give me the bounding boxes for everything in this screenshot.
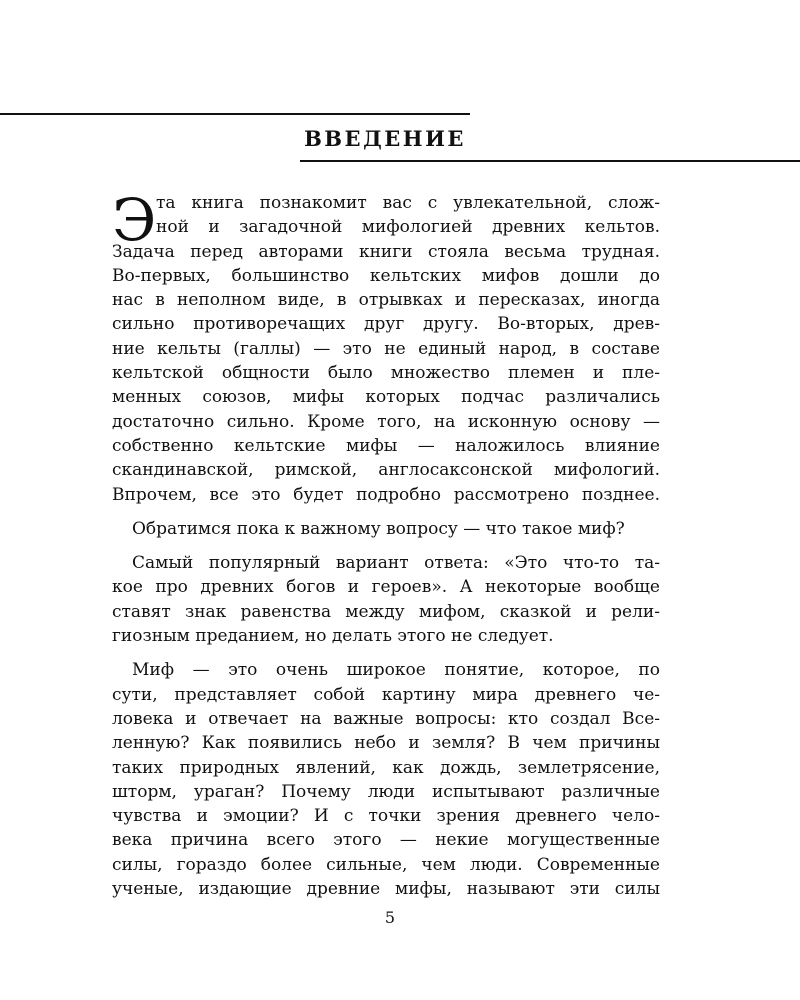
text-line: Задача перед авторами книги стояла весьма трудная.	[112, 241, 660, 262]
text-line: скандинавской, римской, англосаксонской мифологий.	[112, 460, 660, 481]
text-line: силы, гораздо более сильные, чем люди. Современные	[112, 854, 660, 875]
text-line: ленную? Как появились небо и земля? В чем причины	[112, 733, 660, 754]
text-line: Во-первых, большинство кельтских мифов дошли до	[112, 265, 660, 286]
drop-cap: Э	[112, 186, 157, 254]
text-line: ной и загадочной мифологией древних кельтов.	[156, 217, 660, 238]
text-line: века причина всего этого — некие могущественные	[112, 830, 660, 851]
text-line: гиозным преданием, но делать этого не следует.	[112, 626, 554, 647]
paragraph-gap	[112, 507, 660, 517]
text-line: чувства и эмоции? И с точки зрения древнего чело-	[112, 806, 660, 827]
text-line: кое про древних богов и героев». А некоторые вообще	[112, 577, 660, 598]
text-line: сути, представляет собой картину мира древнего че-	[112, 684, 660, 705]
text-line: ставят знак равенства между мифом, сказкой и рели-	[112, 601, 660, 622]
text-line: таких природных явлений, как дождь, землетрясение,	[112, 757, 660, 778]
body-text	[112, 186, 660, 901]
paragraph-1	[112, 186, 660, 507]
text-line: Самый популярный вариант ответа: «Это что-то та-	[132, 553, 660, 574]
text-line: сильно противоречащих друг другу. Во-вторых, древ-	[112, 314, 660, 335]
text-line: Миф — это очень широкое понятие, которое, по	[132, 660, 660, 681]
text-line: менных союзов, мифы которых подчас различались	[112, 387, 660, 408]
text-line: ученые, издающие древние мифы, называют эти силы	[112, 879, 660, 900]
chapter-title: ВВЕДЕНИЕ	[304, 126, 466, 151]
text-line: ловека и отвечает на важные вопросы: кто создал Все-	[112, 708, 660, 729]
text-line: та книга познакомит вас с увлекательной, слож-	[156, 193, 660, 213]
paragraph-gap	[112, 541, 660, 551]
paragraph-2	[112, 517, 660, 541]
text-line: шторм, ураган? Почему люди испытывают различные	[112, 781, 660, 802]
text-line: кельтской общности было множество племен и пле-	[112, 363, 660, 384]
text-line: достаточно сильно. Кроме того, на исконную основу —	[112, 411, 660, 432]
text-line: Обратимся пока к важному вопросу — что такое миф?	[132, 518, 625, 539]
text-line: нас в неполном виде, в отрывках и пересказах, иногда	[112, 290, 660, 311]
page-number: 5	[384, 908, 396, 927]
paragraph-gap	[112, 648, 660, 658]
header-rule-top	[0, 113, 470, 115]
paragraph-3	[112, 551, 660, 648]
paragraph-4	[112, 658, 660, 901]
header-rule-bottom	[300, 160, 800, 162]
text-line: Впрочем, все это будет подробно рассмотрено позднее.	[112, 484, 660, 505]
text-line: ние кельты (галлы) — это не единый народ, в составе	[112, 338, 660, 359]
text-line: собственно кельтские мифы — наложилось влияние	[112, 435, 660, 456]
